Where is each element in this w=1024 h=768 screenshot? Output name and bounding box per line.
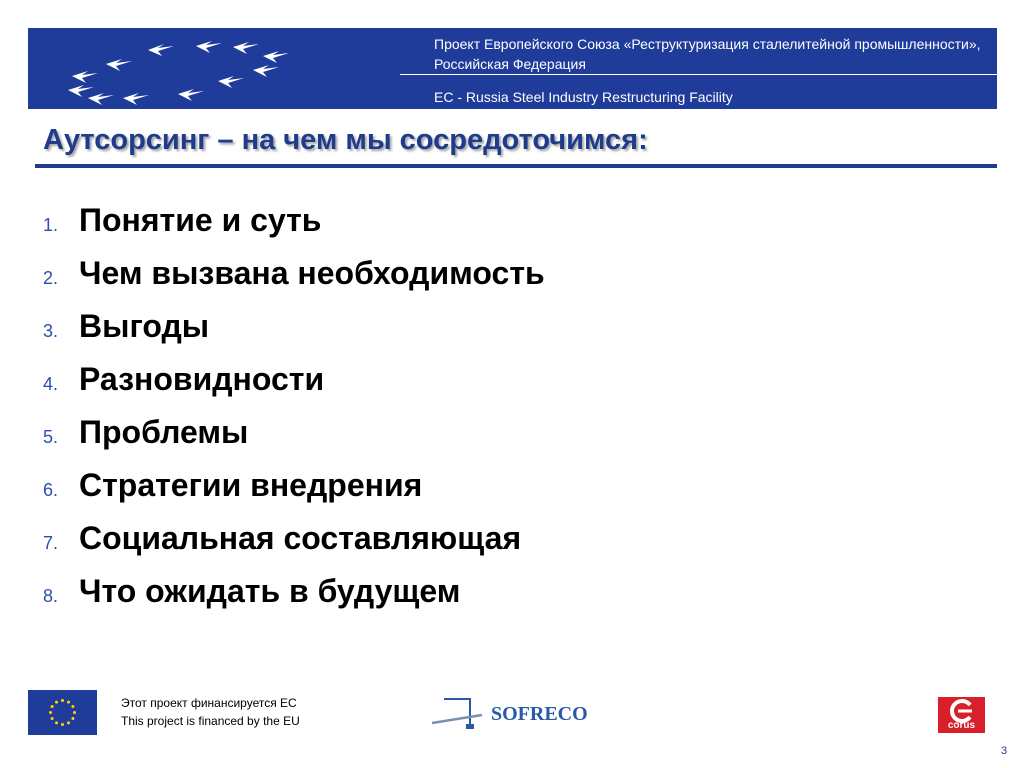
- agenda-item-text: Разновидности: [79, 361, 325, 397]
- agenda-item-number: 6.: [43, 480, 59, 500]
- agenda-list: [43, 202, 545, 626]
- title-underline: [35, 164, 997, 168]
- agenda-item: [43, 255, 545, 308]
- financing-note: [121, 694, 300, 730]
- eu-flag-stars: [28, 690, 97, 735]
- header-project-ru: Проект Европейского Союза «Реструктуризация сталелитейной промышленности», Российская Федерация: [434, 36, 981, 72]
- agenda-item-text: Стратегии внедрения: [79, 467, 423, 503]
- agenda-item: [43, 573, 545, 626]
- agenda-item: [43, 361, 545, 414]
- agenda-item-number: 7.: [43, 533, 59, 553]
- agenda-item: [43, 467, 545, 520]
- agenda-item-text: Проблемы: [79, 414, 249, 450]
- eu-flag-icon: [28, 690, 97, 735]
- agenda-item-number: 4.: [43, 374, 59, 394]
- agenda-item-text: Понятие и суть: [79, 202, 322, 238]
- agenda-item: [43, 202, 545, 255]
- corus-logo-text: corus: [947, 720, 976, 731]
- header-divider: [400, 74, 997, 75]
- header-project-en: EC - Russia Steel Industry Restructuring Facility: [434, 89, 733, 105]
- page-number: 3: [1001, 745, 1008, 757]
- financing-text-ru: Этот проект финансируется ЕС: [121, 696, 297, 710]
- corus-logo: [938, 697, 985, 733]
- agenda-item-text: Выгоды: [79, 308, 210, 344]
- agenda-item-text: Социальная составляющая: [79, 520, 522, 556]
- eu-stars-decoration: [28, 28, 388, 109]
- agenda-item-text: Чем вызвана необходимость: [79, 255, 545, 291]
- sofreco-logo-mark: [430, 693, 490, 735]
- agenda-item: [43, 414, 545, 467]
- header-banner: [28, 28, 997, 109]
- agenda-item-text: Что ожидать в будущем: [79, 573, 461, 609]
- agenda-item: [43, 308, 545, 361]
- agenda-item-number: 3.: [43, 321, 59, 341]
- agenda-item-number: 5.: [43, 427, 59, 447]
- agenda-item-number: 8.: [43, 586, 59, 606]
- agenda-item: [43, 520, 545, 573]
- sofreco-logo-text: SOFRECO: [491, 703, 588, 725]
- slide-title: Аутсорсинг – на чем мы сосредоточимся:: [43, 124, 648, 156]
- agenda-item-number: 2.: [43, 268, 59, 288]
- agenda-item-number: 1.: [43, 215, 59, 235]
- sofreco-logo: [430, 693, 595, 735]
- financing-text-en: This project is financed by the EU: [121, 714, 300, 728]
